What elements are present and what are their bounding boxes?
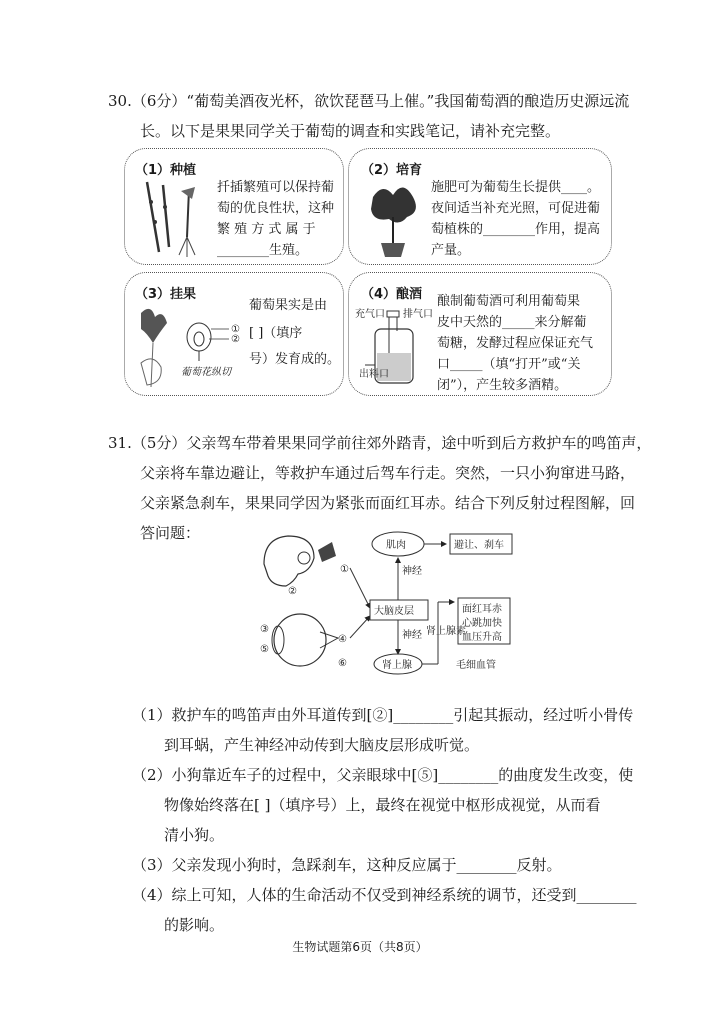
box-cultivation-line1: 施肥可为葡萄生长提供____。 (431, 180, 601, 195)
box-planting-title: （1）种植 (135, 163, 197, 178)
diagram-num-3: ③ (260, 624, 269, 635)
box-brewing-line4: 口_____（填“打开”或“关 (437, 357, 581, 372)
nerve-label-lower: 神经 (402, 630, 422, 641)
cutting-figure (137, 177, 209, 259)
ear-figure (264, 536, 336, 586)
subq1-line2: 到耳蜗，产生神经冲动传到大脑皮层形成听觉。 (164, 736, 480, 754)
diagram-num-4: ④ (338, 634, 347, 645)
box-fruiting-line3: 号）发育成的。 (249, 352, 341, 367)
box-fruiting (124, 272, 344, 396)
box-fruiting-title: （3）挂果 (135, 287, 197, 302)
diagram-num-2: ② (288, 586, 297, 597)
subq2-line2: 物像始终落在[ ]（填序号）上，最终在视觉中枢形成视觉，从而看 (164, 796, 601, 814)
subq4-line2: 的影响。 (164, 916, 225, 934)
box-planting (124, 148, 344, 265)
nerve-label-upper: 神经 (402, 566, 422, 577)
flower-label-2: ② (231, 334, 240, 345)
q30-line1: 30.（6分）“葡萄美酒夜光杯，欲饮琵琶马上催。”我国葡萄酒的酿造历史源远流 (108, 92, 630, 110)
box-planting-line4: ________生殖。 (217, 243, 309, 258)
flower-caption: 葡萄花纵切 (181, 367, 231, 378)
box-cultivation-line4: 产量。 (431, 243, 471, 258)
box-brewing-line2: 皮中天然的_____来分解葡 (437, 315, 587, 330)
box-brewing-title: （4）酿酒 (361, 287, 423, 302)
reflex-diagram (258, 528, 518, 680)
box-brewing (348, 272, 612, 396)
diagram-num-5: ⑤ (260, 644, 269, 655)
box-fruiting-line1: 葡萄果实是由 (249, 298, 328, 313)
box-planting-line3: 繁 殖 方 式 属 于 (217, 222, 316, 237)
subq2-line1: （2）小狗靠近车子的过程中，父亲眼球中[⑤]________的曲度发生改变，使 (132, 766, 634, 784)
q30-line2: 长。以下是果果同学关于葡萄的调查和实践笔记，请补充完整。 (140, 122, 561, 140)
flower-label-1: ① (231, 324, 240, 335)
box-brewing-line3: 萄糖，发酵过程应保证充气 (437, 336, 594, 351)
effect-3: 血压升高 (462, 632, 502, 643)
fermenter-exhaust-label: 排气口 (403, 309, 433, 320)
effect-2: 心跳加快 (462, 618, 502, 629)
action-label: 避让、刹车 (454, 540, 504, 551)
box-brewing-line1: 酿制葡萄酒可利用葡萄果 (437, 294, 581, 309)
q31-line2: 父亲将车靠边避让，等救护车通过后驾车行走。突然，一只小狗窜进马路， (140, 464, 636, 482)
fermenter-figure (353, 305, 439, 389)
subq2-line3: 清小狗。 (164, 826, 225, 844)
diagram-num-6: ⑥ (338, 658, 347, 669)
page-footer: 生物试题第6页（共8页） (292, 940, 428, 954)
diagram-num-1: ① (340, 564, 349, 575)
box-cultivation (348, 148, 612, 265)
q31-line3: 父亲紧急刹车，果果同学因为紧张而面红耳赤。结合下列反射过程图解，回 (140, 494, 636, 512)
box-planting-line2: 萄的优良性状，这种 (217, 201, 335, 216)
grape-flower-figure (133, 303, 247, 391)
potted-grape-figure (363, 177, 423, 259)
subq3-line1: （3）父亲发现小狗时，急踩刹车，这种反应属于________反射。 (132, 856, 562, 874)
eye-figure (272, 614, 338, 666)
fermenter-outlet-label: 出料口 (359, 369, 389, 380)
box-planting-line1: 扦插繁殖可以保持葡 (217, 180, 335, 195)
box-cultivation-title: （2）培育 (361, 163, 423, 178)
box-cultivation-line3: 萄植株的________作用，提高 (431, 222, 601, 237)
cortex-label: 大脑皮层 (374, 606, 414, 617)
capillary-label: 毛细血管 (456, 660, 496, 671)
fermenter-inlet-label: 充气口 (355, 309, 385, 320)
muscle-label: 肌肉 (386, 540, 406, 551)
adrenal-label: 肾上腺 (382, 660, 412, 671)
q31-line1: 31.（5分）父亲驾车带着果果同学前往郊外踏青，途中听到后方救护车的鸣笛声， (108, 434, 652, 452)
subq4-line1: （4）综上可知，人体的生命活动不仅受到神经系统的调节，还受到________ (132, 886, 637, 904)
subq1-line1: （1）救护车的鸣笛声由外耳道传到[②]________引起其振动，经过听小骨传 (132, 706, 634, 724)
box-brewing-line5: 闭”），产生较多酒精。 (437, 378, 568, 393)
hormone-label: 肾上腺素 (426, 626, 466, 637)
q31-line4: 答问题： (140, 524, 201, 542)
box-cultivation-line2: 夜间适当补充光照，可促进葡 (431, 201, 601, 216)
effect-1: 面红耳赤 (462, 604, 502, 615)
box-fruiting-line2: [ ]（填序 (249, 326, 303, 341)
